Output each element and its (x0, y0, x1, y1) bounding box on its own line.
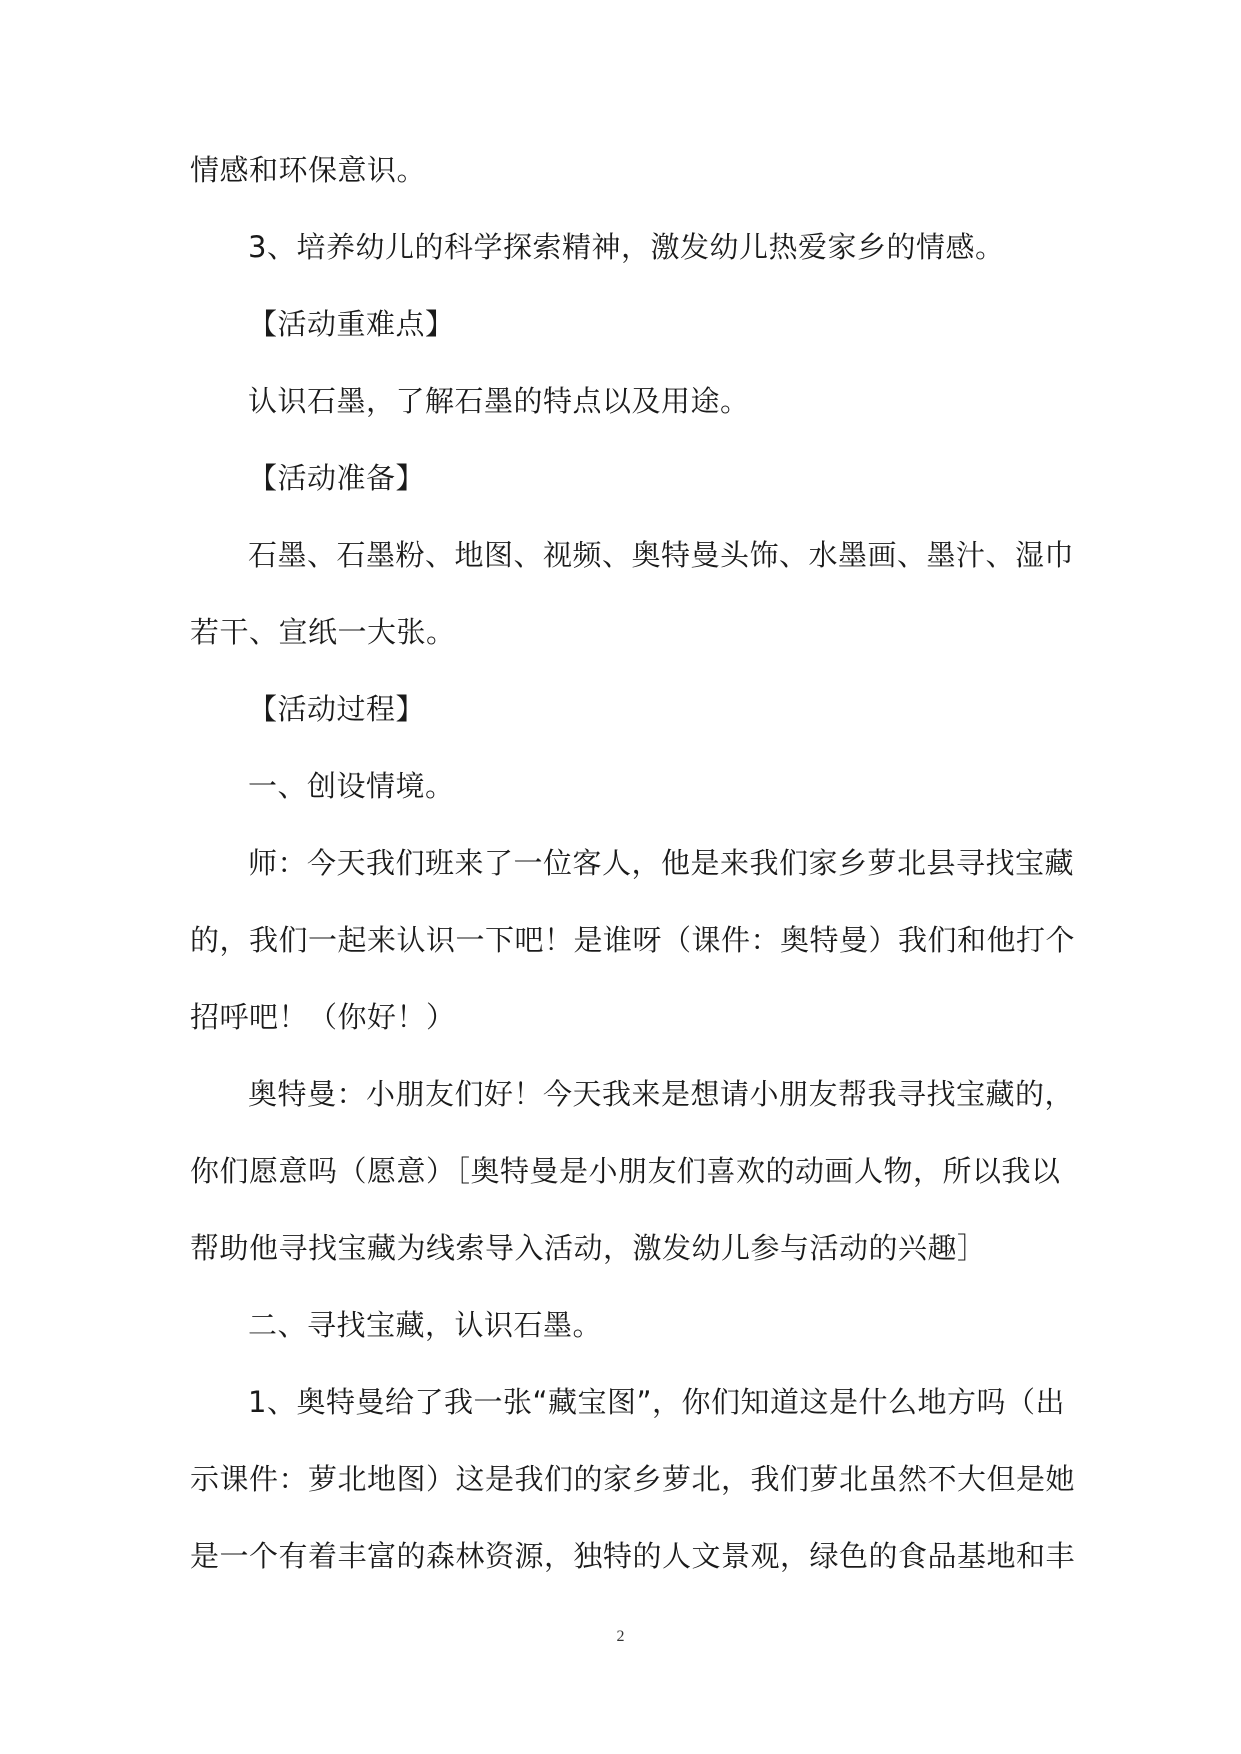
text-line: 一、创设情境。 (248, 769, 455, 803)
text-line: 是一个有着丰富的森林资源，独特的人文景观，绿色的食品基地和丰 (190, 1539, 1076, 1573)
text-line: 示课件：萝北地图）这是我们的家乡萝北，我们萝北虽然不大但是她 (190, 1462, 1076, 1496)
text-line: 二、寻找宝藏，认识石墨。 (248, 1308, 603, 1342)
text-line: 帮助他寻找宝藏为线索导入活动，激发幼儿参与活动的兴趣］ (190, 1231, 987, 1265)
text-line: 情感和环保意识。 (190, 153, 427, 187)
section-heading: 【活动准备】 (248, 461, 426, 495)
text-line: 的，我们一起来认识一下吧！是谁呀（课件：奥特曼）我们和他打个 (190, 923, 1076, 957)
text-line: 3、培养幼儿的科学探索精神，激发幼儿热爱家乡的情感。 (248, 230, 1005, 264)
text-line: 师：今天我们班来了一位客人，他是来我们家乡萝北县寻找宝藏 (248, 846, 1075, 880)
text-line: 石墨、石墨粉、地图、视频、奥特曼头饰、水墨画、墨汁、湿巾 (248, 538, 1075, 572)
text-line: 认识石墨，了解石墨的特点以及用途。 (248, 384, 750, 418)
text-line: 1、奥特曼给了我一张“藏宝图”，你们知道这是什么地方吗（出 (248, 1385, 1065, 1419)
text-line: 若干、宣纸一大张。 (190, 615, 456, 649)
document-body (190, 132, 1076, 1595)
section-heading: 【活动过程】 (248, 692, 426, 726)
page-number: 2 (616, 1628, 625, 1645)
section-heading: 【活动重难点】 (248, 307, 455, 341)
text-line: 招呼吧！（你好！） (190, 1000, 456, 1034)
text-line: 奥特曼：小朋友们好！今天我来是想请小朋友帮我寻找宝藏的， (248, 1077, 1075, 1111)
text-line: 你们愿意吗（愿意）［奥特曼是小朋友们喜欢的动画人物，所以我以 (190, 1154, 1061, 1188)
